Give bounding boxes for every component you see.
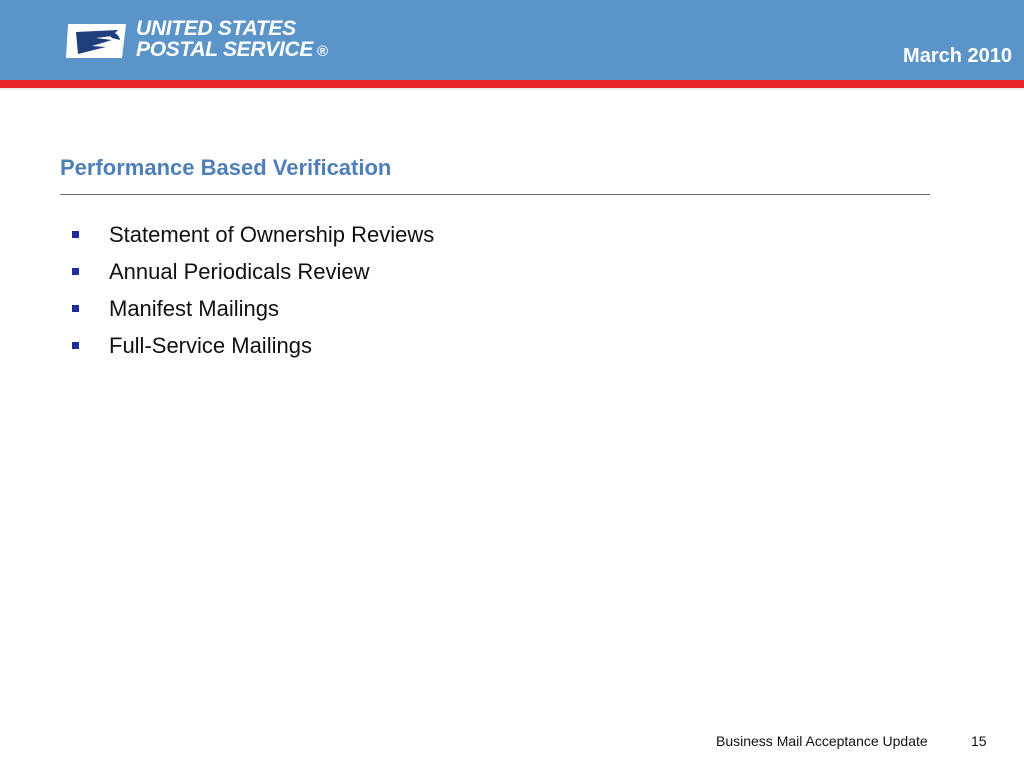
square-bullet-icon — [72, 231, 79, 238]
square-bullet-icon — [72, 342, 79, 349]
registered-mark: ® — [317, 43, 328, 60]
slide-title: Performance Based Verification — [60, 155, 392, 180]
eagle-icon — [66, 20, 130, 60]
logo-line2-wrap — [136, 39, 328, 62]
bullet-text: Statement of Ownership Reviews — [109, 222, 435, 247]
page-number: 15 — [971, 733, 987, 749]
footer-label: Business Mail Acceptance Update — [716, 733, 928, 749]
header-shadow — [0, 88, 1024, 91]
logo-line2: POSTAL SERVICE — [136, 38, 314, 61]
bullet-text: Manifest Mailings — [109, 296, 279, 321]
logo-line1: UNITED STATES — [136, 17, 296, 40]
bullet-text: Annual Periodicals Review — [109, 259, 370, 284]
header-red-stripe — [0, 80, 1024, 88]
header-date: March 2010 — [903, 45, 1012, 67]
header-band — [0, 0, 1024, 80]
logo-wordmark — [136, 18, 328, 62]
square-bullet-icon — [72, 268, 79, 275]
bullet-text: Full-Service Mailings — [109, 333, 312, 358]
square-bullet-icon — [72, 305, 79, 312]
title-divider — [60, 194, 930, 195]
usps-logo — [66, 18, 326, 64]
